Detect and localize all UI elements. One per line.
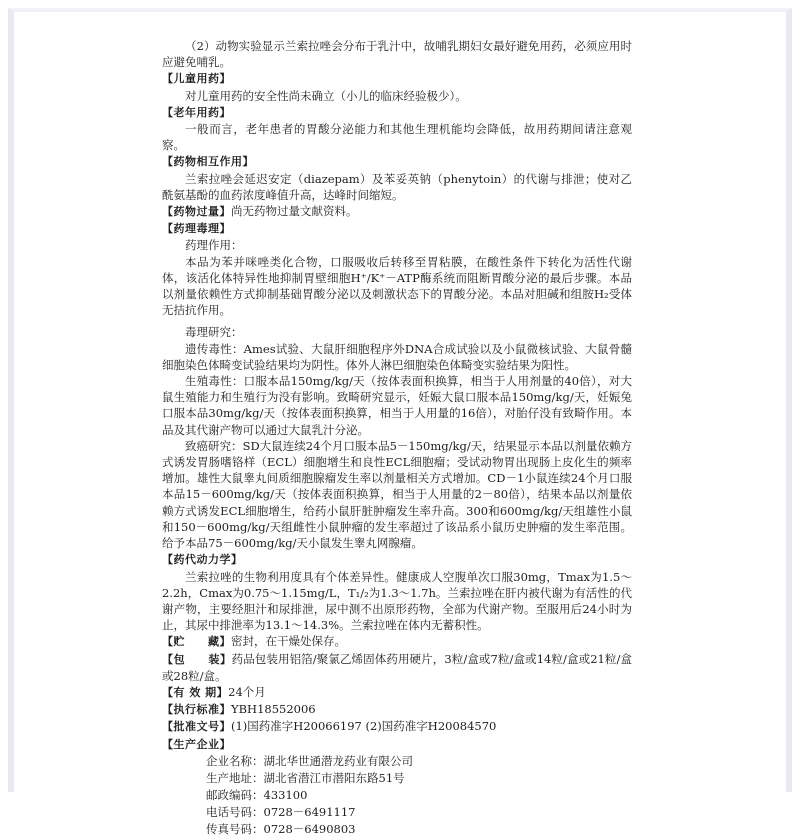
pharmacology-label: 药理作用： xyxy=(185,238,243,253)
storage-text: 密封，在干燥处保存。 xyxy=(231,634,346,649)
manufacturer-postcode: 邮政编码：433100 xyxy=(206,787,308,802)
approval-heading: 【批准文号】 xyxy=(162,720,231,734)
package-row xyxy=(162,651,632,684)
approval-row xyxy=(162,718,632,735)
interaction-heading: 【药物相互作用】 xyxy=(162,155,254,169)
overdose-heading: 【药物过量】 xyxy=(162,205,231,219)
carcinogenicity-text: 致癌研究：SD大鼠连续24个月口服本品5－150mg/kg/天，结果显示本品以剂量依赖方式诱发胃肠嗜铬样（ECL）细胞增生和良性ECL细胞瘤；受试动物胃出现肠上皮化生的频率增加。雄性大鼠睾丸间质细胞腺瘤发生率以剂量相关方式增加。CD－1小鼠连续24个月口服本品15－600mg/kg/天（按体表面积换算，相当于人用量的2－80倍），结果本品以剂量依赖方式诱发ECL细胞增生，给药小鼠肝脏肿瘤发生率升高。300和600mg/kg/天组雄性小鼠和150－600mg/kg/天组雌性小鼠肿瘤的发生率超过了该品系小鼠历史肿瘤的发生率范围。给予本品75－600mg/kg/天小鼠发生睾丸网腺瘤。 xyxy=(162,438,632,551)
toxicology-label: 毒理研究： xyxy=(185,325,243,340)
validity-row xyxy=(162,684,632,701)
approval-text: (1)国药准字H20066197 (2)国药准字H20084570 xyxy=(231,719,497,734)
pharmtox-heading: 【药理毒理】 xyxy=(162,222,231,236)
manufacturer-phone: 电话号码：0728－6491117 xyxy=(206,804,356,819)
genetox-text: 遗传毒性：Ames试验、大鼠肝细胞程序外DNA合成试验以及小鼠微核试验、大鼠骨髓细胞染色体畸变试验结果均为阴性。体外人淋巴细胞染色体畸变实验结果为阳性。 xyxy=(162,341,632,372)
interaction-text: 兰索拉唑会延迟安定（diazepam）及苯妥英钠（phenytoin）的代谢与排泄；使对乙酰氨基酚的血药浓度峰值升高，达峰时间缩短。 xyxy=(162,171,632,202)
manufacturer-fax: 传真号码：0728－6490803 xyxy=(206,821,356,836)
standard-row xyxy=(162,701,632,718)
manufacturer-address: 生产地址：湖北省潜江市潜阳东路51号 xyxy=(206,770,405,785)
storage-row xyxy=(162,633,632,650)
validity-heading: 【有 效 期】 xyxy=(162,685,229,699)
storage-heading: 【贮 藏】 xyxy=(162,635,231,649)
package-text: 药品包装用铝箔/聚氯乙烯固体药用硬片，3粒/盒或7粒/盒或14粒/盒或21粒/盒或28粒/盒。 xyxy=(162,651,632,683)
manufacturer-name: 企业名称：湖北华世通潜龙药业有限公司 xyxy=(206,753,413,768)
overdose-text: 尚无药物过量文献资料。 xyxy=(231,204,358,219)
package-heading: 【包 装】 xyxy=(162,652,232,666)
pk-heading: 【药代动力学】 xyxy=(162,553,243,567)
lactation-text: （2）动物实验显示兰索拉唑会分布于乳汁中，故哺乳期妇女最好避免用药，必须应用时应避免哺乳。 xyxy=(162,39,632,70)
overdose-row xyxy=(162,203,632,220)
reprotox-text: 生殖毒性：口服本品150mg/kg/天（按体表面积换算，相当于人用剂量的40倍），对大鼠生殖能力和生殖行为没有影响。致畸研究显示，妊娠大鼠口服本品150mg/kg/天，妊娠兔口服本品30mg/kg/天（按体表面积换算，相当于人用量的16倍），对胎仔没有致畸作用。本品及其代谢产物可以通过大鼠乳汁分泌。 xyxy=(162,374,632,437)
manufacturer-heading: 【生产企业】 xyxy=(162,737,231,751)
geriatric-heading: 【老年用药】 xyxy=(162,105,231,119)
pediatric-text: 对儿童用药的安全性尚未确立（小儿的临床经验极少）。 xyxy=(185,88,467,103)
validity-text: 24个月 xyxy=(228,684,266,699)
pharmacology-text: 本品为苯并咪唑类化合物，口服吸收后转移至胃粘膜，在酸性条件下转化为活性代谢体，该活化体特异性地抑制胃壁细胞H⁺/K⁺－ATP酶系统而阻断胃酸分泌的最后步骤。本品以剂量依赖性方式抑制基础胃酸分泌以及刺激状态下的胃酸分泌。本品对胆碱和组胺H₂受体无拮抗作用。 xyxy=(162,254,632,318)
pediatric-heading: 【儿童用药】 xyxy=(162,72,231,86)
package-insert xyxy=(162,38,632,838)
geriatric-text: 一般而言，老年患者的胃酸分泌能力和其他生理机能均会降低，故用药期间请注意观察。 xyxy=(162,122,632,153)
pk-text: 兰索拉唑的生物利用度具有个体差异性。健康成人空腹单次口服30mg，Tmax为1.5～2.2h，Cmax为0.75～1.15mg/L，T₁/₂为1.3～1.7h。兰索拉唑在肝内被代谢为有活性的代谢产物，主要经胆汁和尿排泄，尿中测不出原形药物，全部为代谢产物。至服用后24小时为止，其尿中排泄率为13.1～14.3%。兰索拉唑在体内无蓄积性。 xyxy=(162,569,632,633)
standard-heading: 【执行标准】 xyxy=(162,703,231,717)
standard-text: YBH18552006 xyxy=(231,702,316,717)
